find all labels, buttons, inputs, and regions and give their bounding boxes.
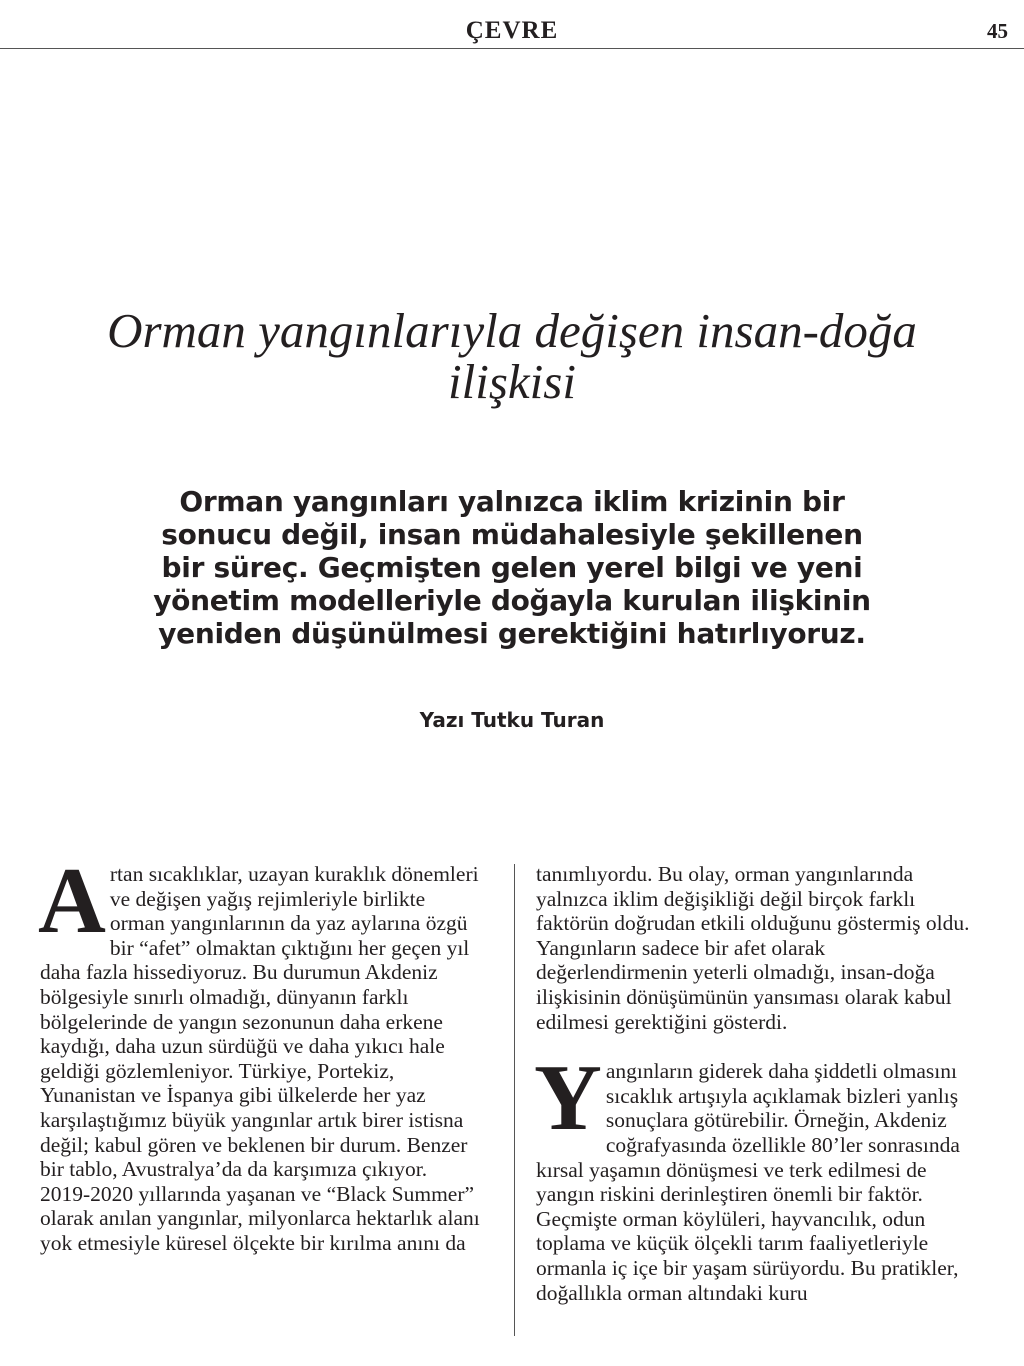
right-column xyxy=(536,862,976,1305)
column-divider xyxy=(514,864,515,1336)
article-lead: Orman yangınları yalnızca iklim krizinin bir sonucu değil, insan müdahalesiyle şekillenen bir süreç. Geçmişten gelen yerel bilgi ve yeni yönetim modelleriyle doğayla kurulan ilişkinin yeniden düşünülmesi gerektiğini hatırlıyoruz. xyxy=(153,485,871,650)
dropcap-left: A xyxy=(38,849,106,953)
right-paragraph-1: tanımlıyordu. Bu olay, orman yangınlarında yalnızca iklim değişikliği değil birçok farklı faktörün doğrudan etkili olduğunu göstermiş oldu. Yangınların sadece bir afet olarak değerlendirmenin yeterli olmadığı, insan-doğa ilişkisinin dönüşümünün yansıması olarak kabul edilmesi gerektiğini gösterdi. xyxy=(536,862,970,1034)
article-title: Orman yangınlarıyla değişen insan-doğa ilişkisi xyxy=(107,303,917,409)
header-divider xyxy=(0,48,1024,49)
dropcap-right: Y xyxy=(534,1046,602,1151)
left-column xyxy=(38,849,480,1256)
right-paragraph-2-text: angınların giderek daha şiddetli olmasını sıcaklık artışıyla açıklamak bizleri yanlış sonuçlara götürebilir. Örneğin, Akdeniz coğrafyasında özellikle 80’ler sonrasında kırsal yaşamın dönüşmesi ve terk edilmesi de yangın riskini derinleştiren önemli bir faktör. Geçmişte orman köylüleri, hayvancılık, odun toplama ve küçük ölçekli tarım faaliyetleriyle ormanla iç içe bir yaşam sürüyordu. Bu pratikler, doğallıkla orman altındaki kuru xyxy=(536,1059,960,1305)
page-header xyxy=(0,0,1024,52)
left-paragraph xyxy=(38,849,480,1256)
page-number: 45 xyxy=(987,19,1008,43)
section-name: ÇEVRE xyxy=(465,17,559,44)
left-paragraph-text: rtan sıcaklıklar, uzayan kuraklık dönemleri ve değişen yağış rejimleriyle birlikte orman yangınlarının da yaz aylarına özgü bir “afet” olmaktan çıktığını her geçen yıl daha fazla hissediyoruz. Bu durumun Akdeniz bölgesiyle sınırlı olmadığı, dünyanın farklı bölgelerinde de yangın sezonunun daha erkene kaydığı, daha uzun sürdüğü ve daha yıkıcı hale geldiği gözlemleniyor. Türkiye, Portekiz, Yunanistan ve İspanya gibi ülkelerde her yaz karşılaştığımız büyük yangınlar artık birer istisna değil; kabul gören ve beklenen bir durum. Benzer bir tablo, Avustralya’da da karşımıza çıkıyor. 2019-2020 yıllarında yaşanan ve “Black Summer” olarak anılan yangınlar, milyonlarca hektarlık alanı yok etmesiyle küresel ölçekte bir kırılma anını da xyxy=(40,862,480,1255)
right-paragraph-2 xyxy=(534,1046,976,1305)
article-byline: Yazı Tutku Turan xyxy=(419,708,605,732)
